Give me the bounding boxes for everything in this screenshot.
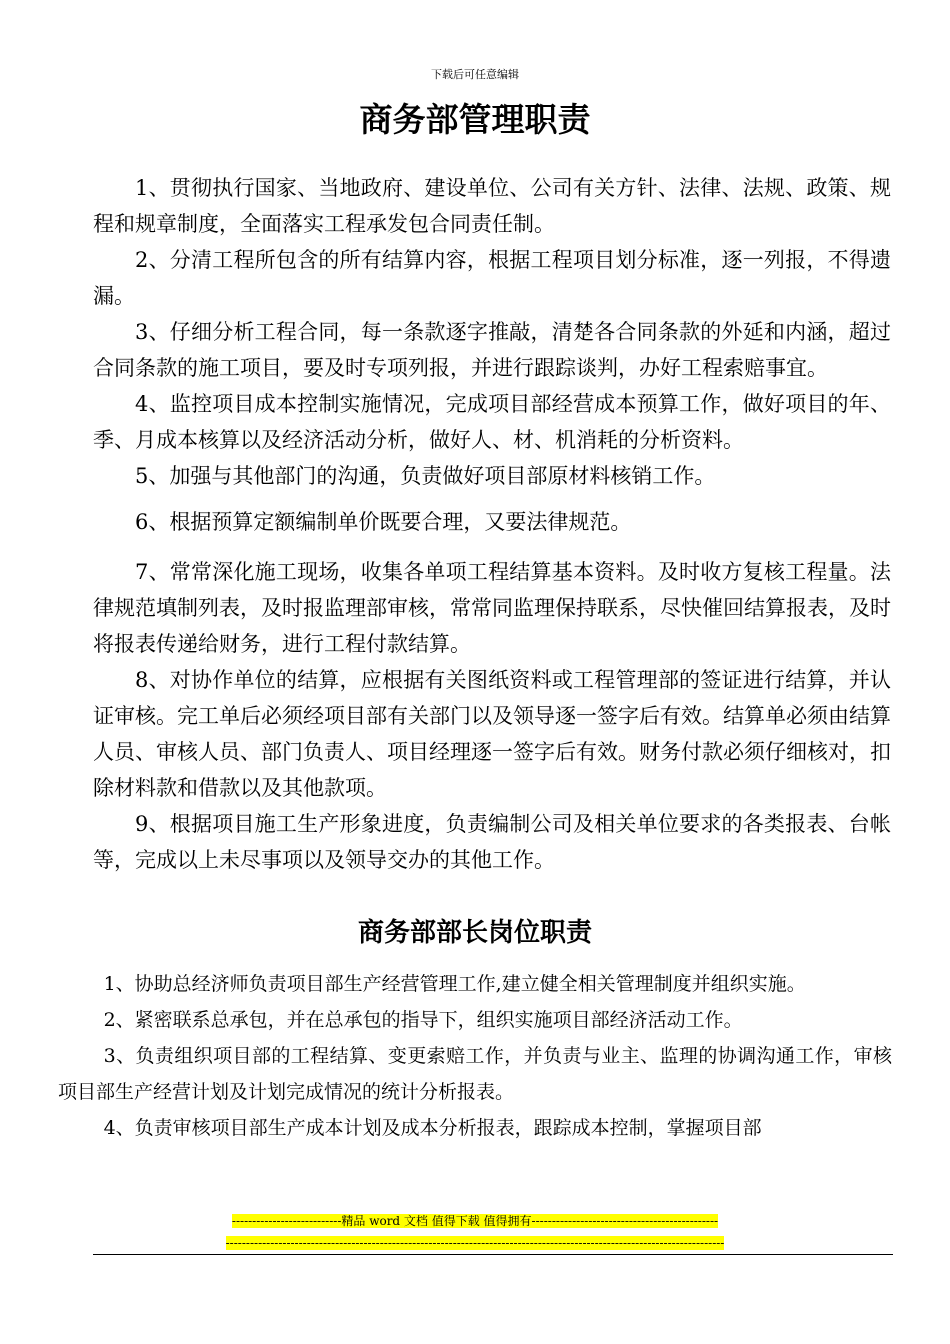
duty-paragraph: 3、负责组织项目部的工程结算、变更索赔工作，并负责与业主、监理的协调沟通工作，审核项目部生产经营计划及计划完成情况的统计分析报表。 — [58, 1045, 892, 1103]
footer-line: ---------------------------精品 word 文档 值得下载 值得拥有---------------------------------------------- — [231, 1214, 719, 1228]
duty-paragraph: 4、监控项目成本控制实施情况，完成项目部经营成本预算工作，做好项目的年、季、月成本核算以及经济活动分析，做好人、材、机消耗的分析资料。 — [93, 392, 891, 452]
footer-banner — [0, 1212, 950, 1229]
footer-banner-dashes — [0, 1236, 950, 1250]
duty-paragraph: 9、根据项目施工生产形象进度，负责编制公司及相关单位要求的各类报表、台帐等，完成以上未尽事项以及领导交办的其他工作。 — [93, 812, 891, 872]
page-title: 商务部管理职责 — [359, 100, 591, 139]
section-title: 商务部部长岗位职责 — [357, 918, 592, 948]
duty-paragraph: 8、对协作单位的结算，应根据有关图纸资料或工程管理部的签证进行结算，并认证审核。完工单后必须经项目部有关部门以及领导逐一签字后有效。结算单必须由结算人员、审核人员、部门负责人、项目经理逐一签字后有效。财务付款必须仔细核对，扣除材料款和借款以及其他款项。 — [93, 668, 891, 800]
duty-paragraph: 1、协助总经济师负责项目部生产经营管理工作,建立健全相关管理制度并组织实施。 — [103, 973, 806, 995]
section-management-duties — [93, 170, 891, 878]
duty-paragraph: 7、常常深化施工现场，收集各单项工程结算基本资料。及时收方复核工程量。法律规范填制列表，及时报监理部审核，常常同监理保持联系，尽快催回结算报表，及时将报表传递给财务，进行工程付款结算。 — [93, 560, 891, 656]
duty-paragraph: 5、加强与其他部门的沟通，负责做好项目部原材料核销工作。 — [135, 464, 716, 488]
footer-divider — [93, 1254, 893, 1255]
duty-paragraph: 2、紧密联系总承包，并在总承包的指导下，组织实施项目部经济活动工作。 — [103, 1009, 743, 1031]
duty-paragraph: 4、负责审核项目部生产成本计划及成本分析报表，跟踪成本控制，掌握项目部 — [103, 1117, 762, 1139]
duty-paragraph: 3、仔细分析工程合同，每一条款逐字推敲，清楚各合同条款的外延和内涵，超过合同条款的施工项目，要及时专项列报，并进行跟踪谈判，办好工程索赔事宜。 — [93, 320, 891, 380]
duty-paragraph: 1、贯彻执行国家、当地政府、建设单位、公司有关方针、法律、法规、政策、规程和规章制度，全面落实工程承发包合同责任制。 — [93, 176, 891, 236]
section-director-duties — [58, 966, 892, 1146]
duty-paragraph: 2、分清工程所包含的所有结算内容，根据工程项目划分标准，逐一列报，不得遗漏。 — [93, 248, 891, 308]
footer-line: --------------------------------------------------------------------------------------------------------------------------- — [225, 1236, 725, 1250]
duty-paragraph: 6、根据预算定额编制单价既要合理，又要法律规范。 — [135, 510, 632, 534]
header-note: 下载后可任意编辑 — [431, 68, 519, 81]
